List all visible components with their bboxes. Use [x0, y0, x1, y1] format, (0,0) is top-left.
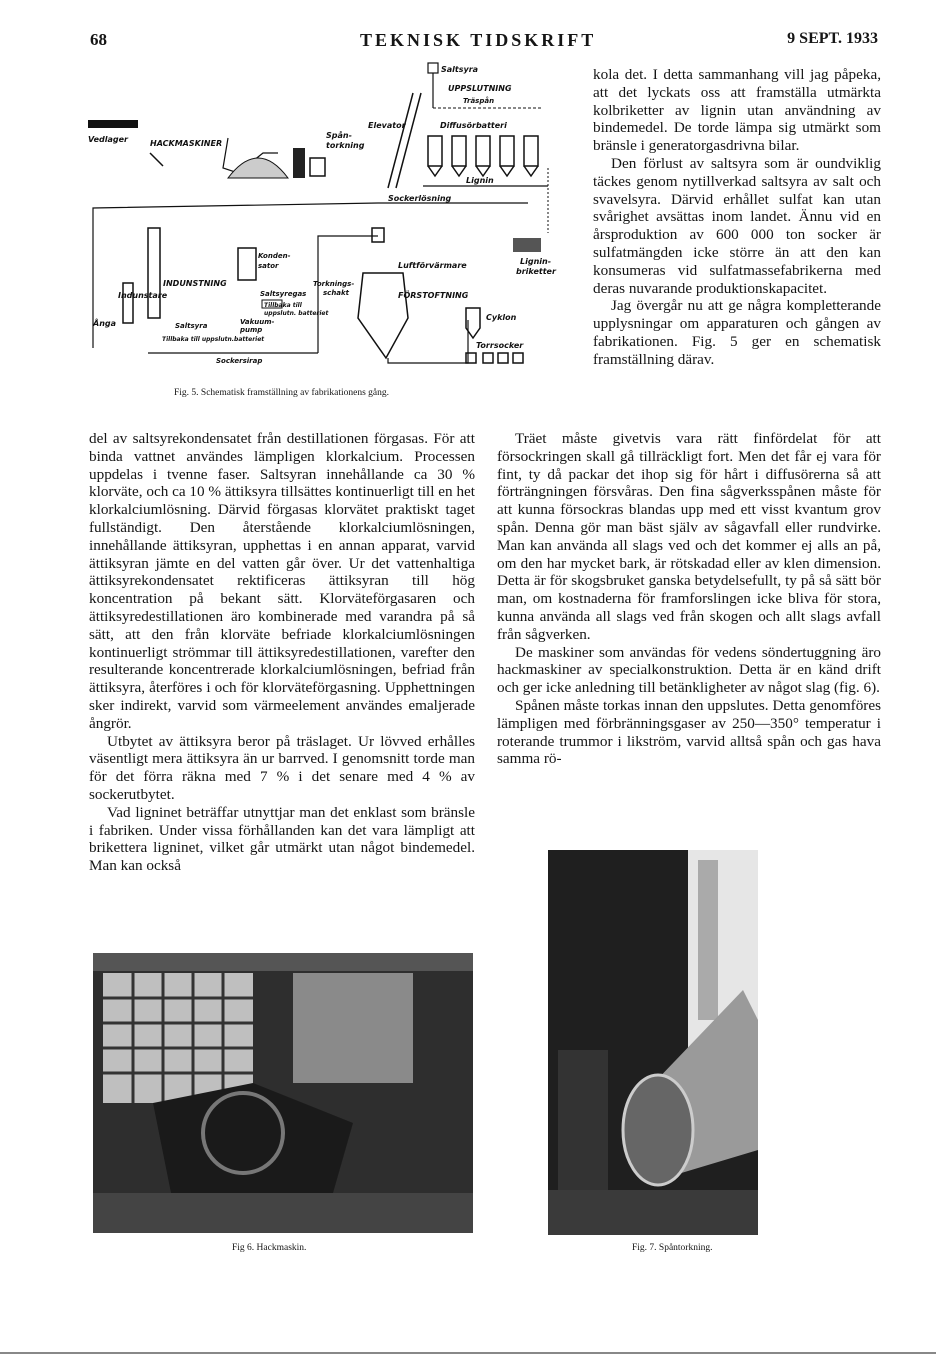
- label-sockersirap: Sockersirap: [216, 357, 263, 365]
- page-number: 68: [90, 30, 107, 49]
- label-elevator: Elevator: [368, 121, 406, 130]
- paragraph: Den förlust av saltsyra som är oundviklig täckes genom nytillverkad saltsyra av salt och svavelsyra. Därvid erhållet sulfat kan utan svårighet avsättas inom landet. Ännu vid en årsproduktion av 600 000 ton socker är sulfatmängden icke större än att den kan konsumeras vid sulfatmassefabrikerna med deras nuvarande produktionskapacitet.: [593, 154, 881, 297]
- figure5-caption: Fig. 5. Schematisk framställning av fabrikationens gång.: [174, 388, 390, 398]
- label-uppslutn-batteriet: uppslutn. batteriet: [264, 310, 329, 317]
- paragraph: Träet måste givetvis vara rätt finfördelat för att försockringen skall gå tillräckligt fort. Men det får ej vara för fint, ty då packar det ihop sig för hårt i diffusörerna så att förträngningen försvåras. Den fina sågverksspånen måste för att kunna försockras blandas upp med ett visst kvantum grov spån. Denna gör man bäst själv av sågavfall eller rundvirke. Man kan använda all slags ved och det kommer ej alls an på, om den har mycket bark, är rötskadad eller av klen dimension. Detta är för skogsbruket ganska betydelsefullt, ty på så sätt bör man, om kostnaderna för framforslingen icke bliva för stora, kunna använda all slags ved från skogen och allt slags avfall från sågverken.: [497, 430, 881, 643]
- figure6-caption: Fig 6. Hackmaskin.: [232, 1243, 307, 1253]
- page-bottom-rule: [0, 1352, 936, 1354]
- label-saltsyra2: Saltsyra: [175, 322, 208, 330]
- left-column-text: [89, 430, 475, 875]
- label-sockerlosning: Sockerlösning: [388, 194, 452, 203]
- label-torkningsschakt: Torknings-: [313, 280, 355, 288]
- label-anga: Ånga: [93, 319, 117, 328]
- right-top-text: [593, 66, 881, 369]
- journal-title: TEKNISK TIDSKRIFT: [360, 30, 597, 50]
- paragraph: kola det. I detta sammanhang vill jag påpeka, att det lyckats oss att framställa utmärkta kolbriketter av lignin utan användning av bindemedel. De torde lämpa sig utmärkt som bränsle i generatorgasdrivna bilar.: [593, 66, 881, 155]
- label-torrsocker: Torrsocker: [476, 341, 524, 350]
- hackmaskin-photo: [93, 953, 473, 1233]
- label-forstoftning: FÖRSTOFTNING: [398, 291, 469, 300]
- label-lignin: Lignin: [466, 176, 494, 185]
- label-luftforvarmare: Luftförvärmare: [398, 261, 467, 270]
- label-kondensator: Konden-: [258, 252, 291, 260]
- label-diffusorbatteri: Diffusörbatteri: [440, 121, 507, 130]
- right-column-text: [497, 430, 881, 768]
- spantorkning-photo: [548, 850, 758, 1235]
- label-torkningsschakt2: schakt: [323, 289, 350, 297]
- label-saltsyra: Saltsyra: [441, 65, 479, 74]
- label-cyklon: Cyklon: [486, 313, 517, 322]
- paragraph: Utbytet av ättiksyra beror på träslaget. Ur lövved erhålles väsentligt mera ättiksyra än ur barrved. I genomsnitt torde man för det förra räkna med 7 % i det senare med 4 % av sockerutbytet.: [89, 732, 475, 803]
- label-indunstning: INDUNSTNING: [163, 279, 227, 288]
- label-saltsyregas: Saltsyregas: [260, 290, 307, 298]
- label-tillbaka-uppslutn: Tillbaka till uppslutn.batteriet: [162, 336, 265, 343]
- paragraph: Jag övergår nu att ge några kompletterande upplysningar om apparaturen och gången av fabrikationen. Fig. 5 ger en schematisk framställning därav.: [593, 297, 881, 368]
- label-spantorkning2: torkning: [326, 141, 365, 150]
- figure7-caption: Fig. 7. Spåntorkning.: [632, 1243, 713, 1253]
- label-ligninbriketter2: briketter: [516, 267, 556, 276]
- label-uppslutning: UPPSLUTNING: [448, 84, 512, 93]
- label-traspan: Träspån: [463, 97, 495, 105]
- paragraph: del av saltsyrekondensatet från destillationen förgasas. För att binda vattnet användes lämpligen klorkalcium. Processen uppdelas i tvenne faser. Saltsyran innehållande ca 30 % klorväte, och ca 10 % ättiksyra tillsättes kontinuerligt till en het klorkalciumlösning. Därvid förgasas klorvätet praktiskt taget fullständigt. Den återstående klorkalciumlösningen, innehållande ättiksyran, upphettas i en annan apparat, varvid ättiksyran jämte en del vatten går över. Ur det vattenhaltiga ättiksyrekondensatet rektificeras ättiksyran till hög koncentration på bekant sätt. Klorväteförgasaren och ättiksyredestillationen äro kombinerade med varandra på så sätt, att den från klorväte befriade klorkalciumlösningen kontinuerligt strömmar till ättiksyredestillationen, varefter den resulterande koncentrerade klorkalciumlösningen, befriad från ättiksyra, återföres i och för klorväteförgasning. Upphettningen sker indirekt, varvid som värmeelement användes emaljerade ångrör.: [89, 430, 475, 732]
- label-spantorkning: Spån-: [326, 131, 352, 140]
- label-kondensator2: sator: [258, 262, 279, 270]
- label-vedlager: Vedlager: [88, 135, 128, 144]
- paragraph: Spånen måste torkas innan den uppslutes. Detta genomföres lämpligen med förbränningsgaser av 250—350° temperatur i roterande trummor i likström, varvid alltså spån och gas hava samma rö-: [497, 696, 881, 768]
- label-ligninbriketter: Lignin-: [520, 257, 552, 266]
- label-indunstare: Indunstare: [118, 291, 168, 300]
- issue-date: 9 SEPT. 1933: [787, 30, 878, 47]
- label-vakuumpump2: pump: [240, 326, 263, 334]
- label-hackmaskiner: HACKMASKINER: [150, 139, 223, 148]
- paragraph: Vad ligninet beträffar utnyttjar man det enklast som bränsle i fabriken. Under vissa förhållanden kan det vara lämpligt att brikettera ligninet, vilket går utmärkt utan något bindemedel. Man kan också: [89, 803, 475, 875]
- paragraph: De maskiner som användas för vedens söndertuggning äro hackmaskiner av specialkonstruktion. Detta är en känd drift och ger icke anledning till betänkligheter av något slag (fig. 6).: [497, 643, 881, 697]
- label-tillbaka-till: Tillbaka till: [264, 302, 302, 309]
- label-vakuumpump: Vakuum-: [240, 318, 275, 326]
- process-schematic-diagram: [88, 58, 578, 378]
